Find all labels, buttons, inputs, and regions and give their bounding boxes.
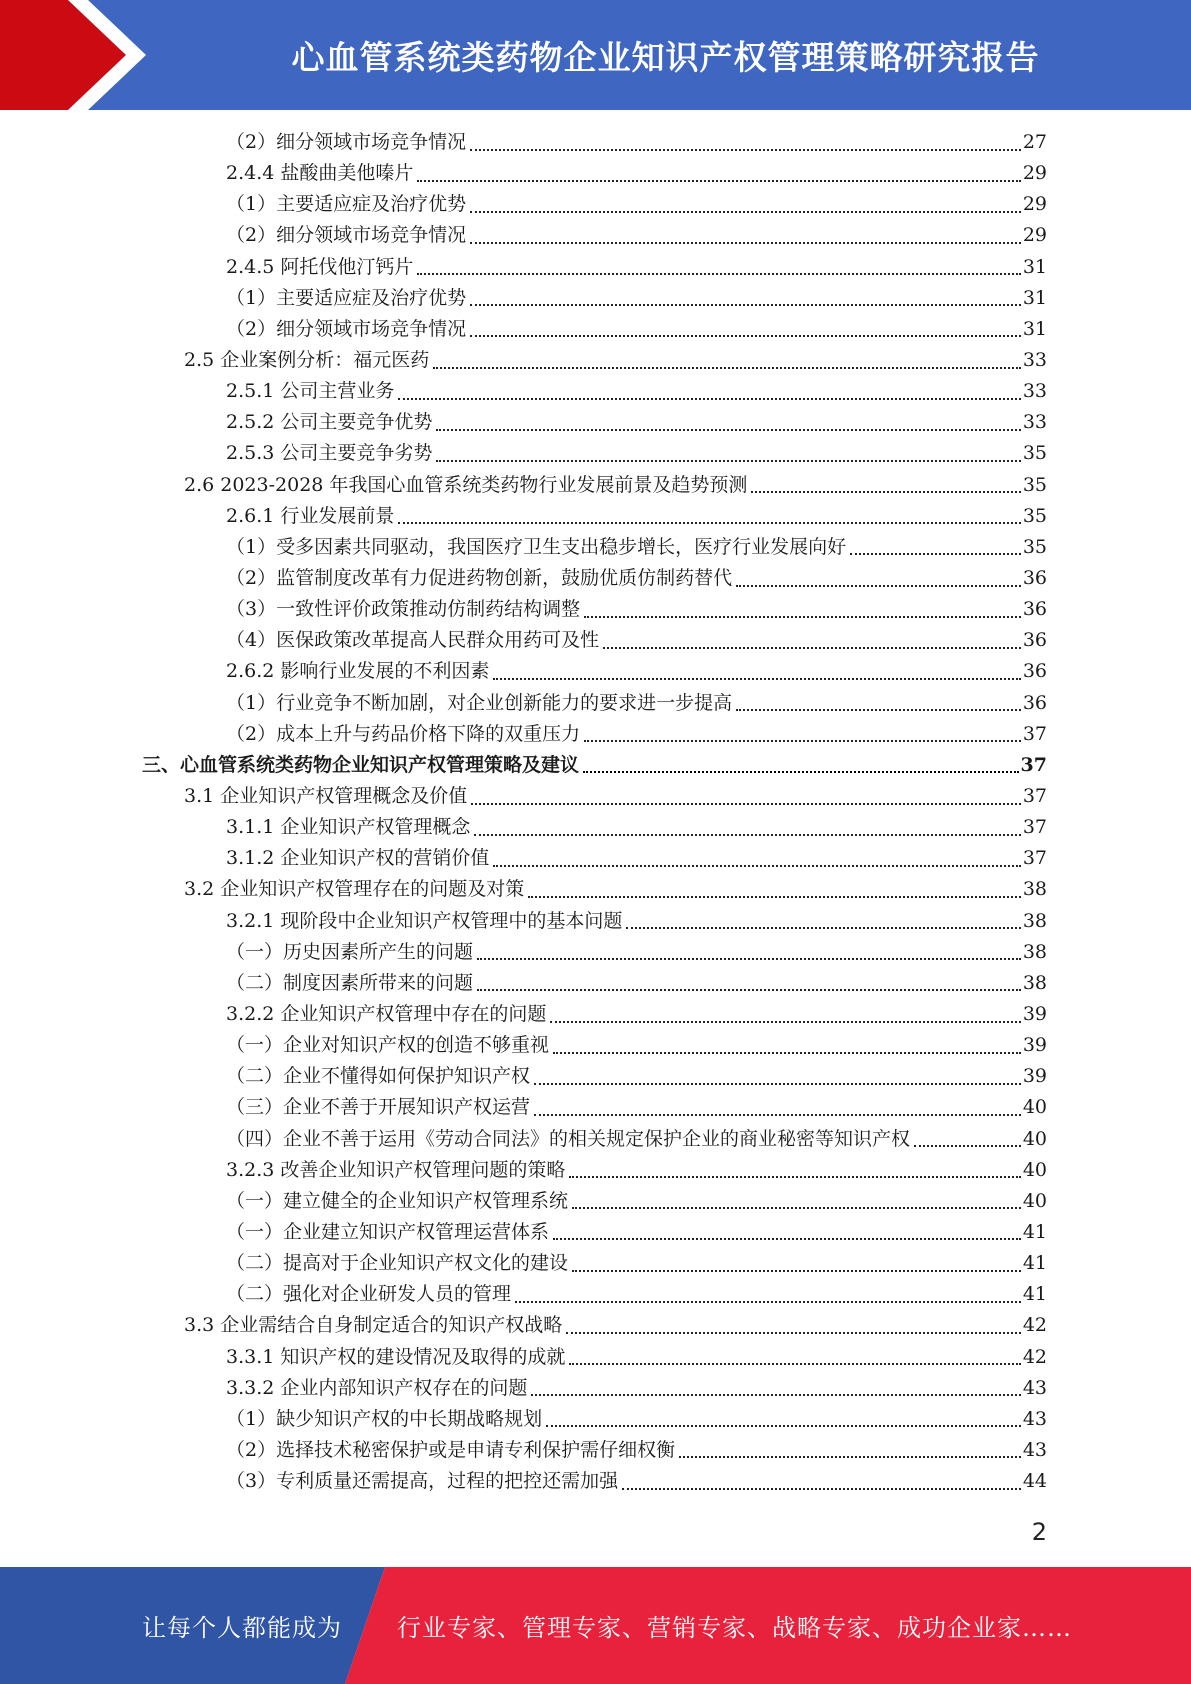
report-title: 心血管系统类药物企业知识产权管理策略研究报告 (291, 37, 1040, 77)
toc-entry[interactable] (0, 252, 1191, 283)
toc-entry-page-number: 29 (1022, 224, 1047, 247)
toc-entry-label: （2）细分领域市场竞争情况 (226, 224, 467, 247)
toc-entry[interactable] (0, 1155, 1191, 1186)
toc-entry-page-number: 41 (1022, 1252, 1047, 1275)
toc-entry[interactable] (0, 625, 1191, 656)
toc-entry-label: 2.5 企业案例分析：福元医药 (184, 349, 430, 372)
toc-dot-leader (477, 989, 1021, 991)
toc-entry[interactable] (0, 688, 1191, 719)
toc-entry[interactable] (0, 314, 1191, 345)
toc-entry-label: （3）一致性评价政策推动仿制药结构调整 (226, 598, 581, 621)
toc-entry-page-number: 33 (1022, 380, 1047, 403)
toc-dot-leader (417, 180, 1020, 182)
toc-entry-page-number: 36 (1022, 691, 1047, 714)
toc-entry-page-number: 38 (1022, 909, 1047, 932)
toc-dot-leader (553, 1052, 1021, 1054)
toc-dot-leader (534, 1114, 1021, 1116)
toc-dot-leader (493, 678, 1020, 680)
toc-dot-leader (584, 616, 1021, 618)
toc-entry[interactable] (0, 532, 1191, 563)
toc-entry-label: 2.6.1 行业发展前景 (226, 504, 395, 527)
toc-entry[interactable] (0, 407, 1191, 438)
toc-entry-label: （一）建立健全的企业知识产权管理系统 (226, 1189, 569, 1212)
toc-dot-leader (398, 398, 1020, 400)
toc-dot-leader (470, 242, 1021, 244)
toc-entry[interactable] (0, 874, 1191, 905)
toc-entry[interactable] (0, 1466, 1191, 1497)
toc-dot-leader (474, 834, 1020, 836)
toc-entry-page-number: 43 (1022, 1438, 1047, 1461)
toc-entry-label: 3.2.1 现阶段中企业知识产权管理中的基本问题 (226, 909, 623, 932)
toc-entry-page-number: 43 (1022, 1407, 1047, 1430)
toc-entry[interactable] (0, 1279, 1191, 1310)
toc-entry[interactable] (0, 376, 1191, 407)
toc-dot-leader (531, 1394, 1020, 1396)
toc-dot-leader (914, 1145, 1021, 1147)
toc-dot-leader (572, 1207, 1021, 1209)
toc-entry-label: 2.5.3 公司主要竞争劣势 (226, 442, 433, 465)
toc-entry[interactable] (0, 501, 1191, 532)
toc-entry-page-number: 43 (1022, 1376, 1047, 1399)
toc-entry-label: 三、心血管系统类药物企业知识产权管理策略及建议 (142, 753, 580, 776)
toc-entry-label: （1）缺少知识产权的中长期战略规划 (226, 1407, 543, 1430)
toc-dot-leader (736, 585, 1021, 587)
toc-entry[interactable] (0, 906, 1191, 937)
toc-entry-label: 3.1 企业知识产权管理概念及价值 (184, 785, 468, 808)
toc-entry-page-number: 37 (1022, 785, 1047, 808)
toc-dot-leader (470, 335, 1021, 337)
toc-dot-leader (566, 1332, 1021, 1334)
toc-entry-page-number: 38 (1022, 940, 1047, 963)
toc-entry-label: （2）成本上升与药品价格下降的双重压力 (226, 722, 581, 745)
toc-entry-page-number: 35 (1022, 473, 1047, 496)
toc-dot-leader (433, 367, 1021, 369)
toc-entry[interactable] (0, 1030, 1191, 1061)
toc-entry-page-number: 39 (1022, 1034, 1047, 1057)
toc-entry[interactable] (0, 1248, 1191, 1279)
toc-entry-page-number: 39 (1022, 1065, 1047, 1088)
toc-dot-leader (553, 1238, 1021, 1240)
toc-entry-page-number: 35 (1022, 535, 1047, 558)
toc-entry-page-number: 35 (1022, 504, 1047, 527)
toc-entry-label: （1）主要适应症及治疗优势 (226, 193, 467, 216)
toc-dot-leader (603, 647, 1021, 649)
toc-entry-label: （2）监管制度改革有力促进药物创新，鼓励优质仿制药替代 (226, 567, 733, 590)
toc-entry[interactable] (0, 656, 1191, 687)
toc-entry-label: （1）行业竞争不断加剧，对企业创新能力的要求进一步提高 (226, 691, 733, 714)
toc-entry-label: 3.1.1 企业知识产权管理概念 (226, 816, 471, 839)
toc-entry[interactable] (0, 968, 1191, 999)
toc-dot-leader (546, 1425, 1021, 1427)
footer-slogan-left: 让每个人都能成为 (142, 1614, 342, 1642)
toc-entry-page-number: 36 (1022, 567, 1047, 590)
toc-dot-leader (528, 896, 1021, 898)
toc-entry-label: （2）选择技术秘密保护或是申请专利保护需仔细权衡 (226, 1438, 676, 1461)
toc-entry-page-number: 44 (1022, 1470, 1047, 1493)
toc-entry-page-number: 37 (1020, 753, 1047, 776)
toc-entry[interactable] (0, 1404, 1191, 1435)
toc-entry-page-number: 31 (1022, 317, 1047, 340)
toc-entry-label: 2.4.4 盐酸曲美他嗪片 (226, 162, 414, 185)
toc-entry-label: （1）受多因素共同驱动，我国医疗卫生支出稳步增长，医疗行业发展向好 (226, 535, 847, 558)
toc-entry-page-number: 38 (1022, 971, 1047, 994)
toc-entry[interactable] (0, 999, 1191, 1030)
toc-entry-label: （2）细分领域市场竞争情况 (226, 317, 467, 340)
toc-entry-label: 2.5.2 公司主要竞争优势 (226, 411, 433, 434)
toc-entry-page-number: 31 (1022, 255, 1047, 278)
table-of-contents (0, 127, 1191, 1497)
toc-dot-leader (850, 553, 1021, 555)
toc-dot-leader (622, 1488, 1021, 1490)
toc-entry[interactable] (0, 470, 1191, 501)
toc-dot-leader (679, 1456, 1021, 1458)
toc-dot-leader (583, 771, 1019, 773)
toc-entry-page-number: 37 (1022, 816, 1047, 839)
toc-dot-leader (569, 1176, 1020, 1178)
toc-entry-page-number: 36 (1022, 598, 1047, 621)
toc-entry[interactable] (0, 812, 1191, 843)
toc-entry-page-number: 40 (1022, 1158, 1047, 1181)
toc-entry-label: 3.2.3 改善企业知识产权管理问题的策略 (226, 1158, 566, 1181)
toc-entry-page-number: 40 (1022, 1096, 1047, 1119)
toc-entry-label: 2.6.2 影响行业发展的不利因素 (226, 660, 490, 683)
toc-entry-page-number: 31 (1022, 286, 1047, 309)
toc-entry[interactable] (0, 283, 1191, 314)
toc-entry[interactable] (0, 1186, 1191, 1217)
toc-entry-label: （一）历史因素所产生的问题 (226, 940, 474, 963)
toc-entry-label: 2.6 2023-2028 年我国心血管系统类药物行业发展前景及趋势预测 (184, 473, 748, 496)
toc-entry-label: （二）提高对于企业知识产权文化的建设 (226, 1252, 569, 1275)
toc-entry-label: （四）企业不善于运用《劳动合同法》的相关规定保护企业的商业秘密等知识产权 (226, 1127, 911, 1150)
toc-entry-page-number: 27 (1022, 131, 1047, 154)
toc-entry-page-number: 29 (1022, 193, 1047, 216)
toc-entry-label: （4）医保政策改革提高人民群众用药可及性 (226, 629, 600, 652)
footer-slogan-right: 行业专家、管理专家、营销专家、战略专家、成功企业家…… (397, 1614, 1072, 1642)
toc-entry-page-number: 36 (1022, 629, 1047, 652)
toc-dot-leader (436, 429, 1020, 431)
toc-entry[interactable] (0, 158, 1191, 189)
toc-entry-label: 3.3 企业需结合自身制定适合的知识产权战略 (184, 1314, 563, 1337)
toc-entry-page-number: 41 (1022, 1220, 1047, 1243)
toc-entry-label: （1）主要适应症及治疗优势 (226, 286, 467, 309)
toc-entry-page-number: 37 (1022, 722, 1047, 745)
toc-entry-page-number: 41 (1022, 1283, 1047, 1306)
toc-dot-leader (550, 1021, 1020, 1023)
toc-entry[interactable] (0, 750, 1191, 781)
toc-dot-leader (436, 460, 1020, 462)
toc-entry[interactable] (0, 127, 1191, 158)
toc-dot-leader (470, 149, 1021, 151)
toc-dot-leader (751, 491, 1020, 493)
toc-entry[interactable] (0, 1310, 1191, 1341)
toc-entry[interactable] (0, 220, 1191, 251)
toc-entry-page-number: 35 (1022, 442, 1047, 465)
toc-entry[interactable] (0, 594, 1191, 625)
toc-dot-leader (626, 927, 1020, 929)
toc-entry-page-number: 29 (1022, 162, 1047, 185)
toc-entry-page-number: 40 (1022, 1127, 1047, 1150)
toc-entry-label: 2.4.5 阿托伐他汀钙片 (226, 255, 414, 278)
toc-entry[interactable] (0, 1124, 1191, 1155)
toc-dot-leader (569, 1363, 1020, 1365)
toc-dot-leader (470, 304, 1021, 306)
toc-entry[interactable] (0, 1435, 1191, 1466)
toc-entry-page-number: 42 (1022, 1345, 1047, 1368)
toc-dot-leader (398, 522, 1020, 524)
toc-entry-label: （2）细分领域市场竞争情况 (226, 131, 467, 154)
toc-entry-label: 2.5.1 公司主营业务 (226, 380, 395, 403)
toc-dot-leader (534, 1083, 1021, 1085)
toc-entry[interactable] (0, 1092, 1191, 1123)
toc-entry[interactable] (0, 719, 1191, 750)
toc-entry-label: （二）企业不懂得如何保护知识产权 (226, 1065, 531, 1088)
page-header (0, 0, 1191, 110)
toc-dot-leader (477, 958, 1021, 960)
toc-entry-label: 3.2.2 企业知识产权管理中存在的问题 (226, 1003, 547, 1025)
toc-dot-leader (470, 211, 1021, 213)
page-number: 2 (1031, 1518, 1047, 1546)
page-footer (0, 1567, 1191, 1684)
toc-entry-label: （一）企业对知识产权的创造不够重视 (226, 1034, 550, 1057)
toc-dot-leader (493, 865, 1020, 867)
header-chevron-icon (0, 0, 160, 110)
toc-entry-page-number: 39 (1022, 1003, 1047, 1025)
toc-entry-page-number: 42 (1022, 1314, 1047, 1337)
toc-entry[interactable] (0, 843, 1191, 874)
toc-entry-label: 3.2 企业知识产权管理存在的问题及对策 (184, 878, 525, 901)
toc-entry-label: （3）专利质量还需提高，过程的把控还需加强 (226, 1470, 619, 1493)
toc-dot-leader (736, 709, 1021, 711)
toc-dot-leader (471, 803, 1021, 805)
toc-entry-page-number: 38 (1022, 878, 1047, 901)
toc-entry-label: 3.3.2 企业内部知识产权存在的问题 (226, 1376, 528, 1399)
toc-entry-label: （二）强化对企业研发人员的管理 (226, 1283, 512, 1306)
toc-entry[interactable] (0, 563, 1191, 594)
toc-dot-leader (515, 1301, 1021, 1303)
toc-entry-page-number: 40 (1022, 1189, 1047, 1212)
toc-entry-label: （三）企业不善于开展知识产权运营 (226, 1096, 531, 1119)
toc-entry[interactable] (0, 937, 1191, 968)
toc-dot-leader (572, 1270, 1021, 1272)
toc-entry-page-number: 37 (1022, 847, 1047, 870)
toc-entry-label: 3.1.2 企业知识产权的营销价值 (226, 847, 490, 870)
toc-entry[interactable] (0, 1341, 1191, 1372)
toc-entry[interactable] (0, 1061, 1191, 1092)
toc-entry-label: （二）制度因素所带来的问题 (226, 971, 474, 994)
toc-entry[interactable] (0, 189, 1191, 220)
toc-dot-leader (584, 740, 1021, 742)
toc-entry-label: 3.3.1 知识产权的建设情况及取得的成就 (226, 1345, 566, 1368)
toc-entry[interactable] (0, 345, 1191, 376)
toc-entry-page-number: 33 (1022, 411, 1047, 434)
toc-entry[interactable] (0, 1217, 1191, 1248)
toc-dot-leader (417, 273, 1020, 275)
toc-entry[interactable] (0, 1373, 1191, 1404)
toc-entry[interactable] (0, 438, 1191, 469)
toc-entry-page-number: 33 (1022, 349, 1047, 372)
toc-entry-label: （一）企业建立知识产权管理运营体系 (226, 1220, 550, 1243)
toc-entry[interactable] (0, 781, 1191, 812)
toc-entry-page-number: 36 (1022, 660, 1047, 683)
